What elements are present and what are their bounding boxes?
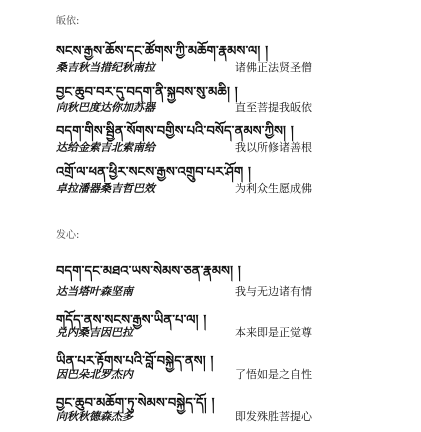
bodhicitta-verse-4-chinese: 即发殊胜菩提心	[235, 410, 312, 423]
refuge-verse-1-tibetan: སངས་རྒྱས་ཆོས་དང་ཚོགས་ཀྱི་མཆོག་རྣམས་ལ། །	[56, 44, 269, 59]
bodhicitta-section-title: 发心:	[56, 230, 80, 241]
bodhicitta-verse-2-chinese: 本来即是正觉尊	[235, 326, 312, 339]
refuge-verse-3-tibetan: བདག་གིས་སྦྱིན་སོགས་བགྱིས་པའི་བསོད་ནམས་ཀྱིས། །	[56, 124, 294, 139]
bodhicitta-verse-3-tibetan: ཡིན་པར་རྟོགས་པའི་བློ་བསྐྱེད་ནས། །	[56, 354, 214, 369]
refuge-verse-4-phonetic: 卓拉潘器桑吉哲巴效	[56, 182, 155, 195]
bodhicitta-verse-3-phonetic: 因巴朵北罗杰内	[56, 368, 133, 381]
refuge-verse-2-chinese: 直至菩提我皈依	[235, 101, 312, 114]
bodhicitta-verse-2-phonetic: 兑内桑吉因巴拉	[56, 326, 133, 339]
refuge-verse-4-chinese: 为利众生愿成佛	[235, 182, 312, 195]
bodhicitta-verse-1-tibetan: བདག་དང་མཐའ་ཡས་སེམས་ཅན་རྣམས། །	[56, 264, 242, 279]
bodhicitta-verse-2-tibetan: གདོད་ནས་སངས་རྒྱས་ཡིན་པ་ལ། །	[56, 313, 207, 328]
bodhicitta-verse-3-chinese: 了悟如是之自性	[235, 368, 312, 381]
refuge-section-title: 皈依:	[56, 16, 80, 27]
refuge-verse-2-phonetic: 向秋巴度达你加苏器	[56, 101, 155, 114]
bodhicitta-verse-4-phonetic: 向秋秋德森杰多	[56, 410, 133, 423]
refuge-verse-3-phonetic: 达给金索吉北索南给	[56, 141, 155, 154]
refuge-verse-1-phonetic: 桑吉秋当措纪秋南拉	[56, 61, 155, 74]
refuge-verse-4-tibetan: འགྲོ་ལ་ཕན་ཕྱིར་སངས་རྒྱས་འགྲུབ་པར་ཤོག །	[56, 165, 252, 180]
refuge-verse-3-chinese: 我以所修诸善根	[235, 141, 312, 154]
bodhicitta-verse-4-tibetan: བྱང་ཆུབ་མཆོག་ཏུ་སེམས་བསྐྱེད་དོ། །	[56, 396, 215, 411]
refuge-verse-1-chinese: 诸佛正法贤圣僧	[235, 61, 312, 74]
bodhicitta-verse-1-phonetic: 达当塔叶森坚南	[56, 285, 133, 298]
refuge-verse-2-tibetan: བྱང་ཆུབ་བར་དུ་བདག་ནི་སྐྱབས་སུ་མཆི། །	[56, 85, 238, 100]
bodhicitta-verse-1-chinese: 我与无边诸有情	[235, 285, 312, 298]
